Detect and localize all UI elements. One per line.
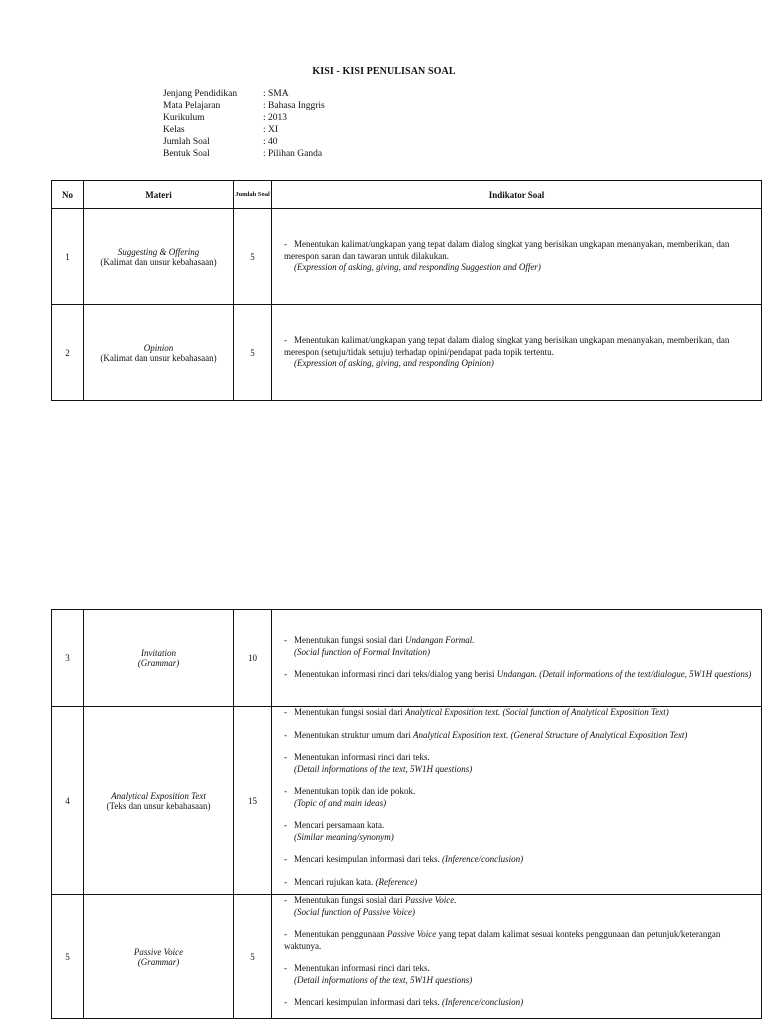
indikator-item <box>284 335 755 370</box>
meta-label: Jenjang Pendidikan <box>163 89 238 99</box>
indikator-text-italic: (Inference/conclusion) <box>441 997 524 1007</box>
indikator-text-main: Menentukan fungsi sosial dari <box>294 707 405 717</box>
indikator-item <box>284 820 755 843</box>
meta-row <box>163 112 325 124</box>
bullet-dash: - <box>284 929 287 939</box>
row-indikator <box>272 209 762 305</box>
indikator-text-main: Menentukan fungsi sosial dari <box>294 895 405 905</box>
bullet-dash: - <box>284 707 287 717</box>
indikator-text-main: Mencari rujukan kata. <box>294 876 376 887</box>
table-row <box>52 209 762 305</box>
indikator-text <box>284 929 755 952</box>
row-jumlah: 5 <box>234 305 272 401</box>
meta-value: : SMA <box>263 89 289 99</box>
indikator-text-main: Menentukan topik dan ide pokok. <box>294 786 416 796</box>
meta-value: : Pilihan Ganda <box>263 149 323 159</box>
row-materi <box>84 610 234 707</box>
indikator-text <box>284 707 755 719</box>
indikator-text-main: Menentukan fungsi sosial dari <box>294 635 405 646</box>
indikator-text-italic: Passive Voice <box>386 929 437 939</box>
row-materi <box>84 895 234 1019</box>
row-jumlah: 5 <box>234 895 272 1019</box>
indikator-text <box>284 895 755 907</box>
indikator-text <box>284 752 755 764</box>
indikator-text-main: Mencari kesimpulan informasi dari teks. <box>294 997 442 1007</box>
meta-label: Kelas <box>163 125 185 135</box>
row-materi <box>84 305 234 401</box>
indikator-english: (Detail informations of the text, 5W1H questions) <box>294 974 473 985</box>
indikator-text-italic: Analytical Exposition text. (General Structure of Analytical Exposition Text) <box>412 729 688 740</box>
row-materi <box>84 209 234 305</box>
bullet-dash: - <box>284 635 287 646</box>
meta-label: Jumlah Soal <box>163 137 210 147</box>
indikator-text-italic: (Inference/conclusion) <box>441 854 524 864</box>
meta-row <box>163 100 325 112</box>
bullet-dash: - <box>284 752 287 762</box>
indikator-text-main: Menentukan informasi rinci dari teks. <box>294 752 430 762</box>
meta-row <box>163 124 325 136</box>
materi-subtitle: (Grammar) <box>137 658 180 668</box>
materi-title: Analytical Exposition Text <box>111 790 206 801</box>
bullet-dash: - <box>284 854 287 864</box>
meta-value: : Bahasa Inggris <box>263 101 325 111</box>
meta-value: : XI <box>263 125 279 135</box>
indikator-text <box>284 786 755 798</box>
indikator-item <box>284 707 755 719</box>
materi-title: Suggesting & Offering <box>117 246 200 257</box>
header-no: No <box>52 181 84 209</box>
table-row <box>52 305 762 401</box>
bullet-dash: - <box>284 669 287 680</box>
meta-row <box>163 88 325 100</box>
indikator-item <box>284 752 755 775</box>
indikator-text-main: Menentukan kalimat/ungkapan yang tepat dalam dialog singkat yang berisikan ungkapan menanyakan, memberikan, dan merespon (setuju/tidak setuju) terhadap opini/pendapat pada topik tertentu. <box>284 335 730 357</box>
bullet-dash: - <box>284 729 287 740</box>
indikator-item <box>284 877 755 889</box>
indikator-item <box>284 635 755 658</box>
indikator-item <box>284 786 755 809</box>
indikator-text-italic: (Reference) <box>375 876 418 887</box>
meta-label: Mata Pelajaran <box>163 101 221 111</box>
bullet-dash: - <box>284 895 287 905</box>
row-number: 4 <box>52 707 84 895</box>
row-materi <box>84 707 234 895</box>
indikator-item <box>284 669 755 681</box>
indikator-item <box>284 895 755 918</box>
header-jumlah: Jumlah Soal <box>234 181 272 209</box>
materi-subtitle: (Teks dan unsur kebahasaan) <box>106 800 211 811</box>
indikator-item <box>284 730 755 742</box>
row-number: 1 <box>52 209 84 305</box>
row-indikator <box>272 610 762 707</box>
indikator-text-italic: Passive Voice. <box>404 895 457 905</box>
indikator-english: (Topic of and main ideas) <box>294 797 387 808</box>
materi-subtitle: (Kalimat dan unsur kebahasaan) <box>100 352 217 363</box>
indikator-text <box>284 997 755 1009</box>
row-indikator <box>272 895 762 1019</box>
indikator-text <box>284 877 755 889</box>
indikator-item <box>284 239 755 274</box>
indikator-text-main: Menentukan penggunaan <box>294 929 387 939</box>
bullet-dash: - <box>284 786 287 796</box>
row-indikator <box>272 707 762 895</box>
indikator-text-main: Menentukan informasi rinci dari teks/dialog yang berisi <box>294 669 497 680</box>
bullet-dash: - <box>284 335 287 346</box>
indikator-text <box>284 730 755 742</box>
row-number: 3 <box>52 610 84 707</box>
table-part-2 <box>51 609 762 1019</box>
row-jumlah: 5 <box>234 209 272 305</box>
indikator-text-italic: Undangan. (Detail informations of the text/dialogue, 5W1H questions) <box>496 669 752 680</box>
bullet-dash: - <box>284 820 287 830</box>
row-indikator <box>272 305 762 401</box>
indikator-english: (Expression of asking, giving, and responding Opinion) <box>294 358 494 369</box>
indikator-text-italic: Undangan Formal. <box>404 635 475 646</box>
meta-value: : 40 <box>263 137 278 147</box>
indikator-item <box>284 854 755 866</box>
table-row <box>52 895 762 1019</box>
bullet-dash: - <box>284 239 287 250</box>
indikator-text <box>284 963 755 975</box>
indikator-item <box>284 997 755 1009</box>
indikator-text <box>284 669 755 681</box>
table-header-row <box>52 181 762 209</box>
bullet-dash: - <box>284 963 287 973</box>
row-number: 2 <box>52 305 84 401</box>
indikator-text <box>284 239 755 262</box>
table-row <box>52 707 762 895</box>
indikator-text-main: Mencari kesimpulan informasi dari teks. <box>294 854 442 864</box>
table-part-1 <box>51 180 762 401</box>
bullet-dash: - <box>284 876 287 887</box>
document-title: KISI - KISI PENULISAN SOAL <box>312 66 456 77</box>
indikator-item <box>284 929 755 952</box>
indikator-english: (Social function of Passive Voice) <box>294 906 415 917</box>
indikator-english: (Social function of Formal Invitation) <box>294 646 430 657</box>
indikator-text-main: Menentukan struktur umum dari <box>294 729 413 740</box>
indikator-text-rest: yang tepat dalam kalimat sesuai konteks penggunaan dan petunjuk/keterangan waktunya. <box>284 929 721 951</box>
materi-title: Passive Voice <box>133 946 184 957</box>
meta-value: : 2013 <box>263 113 288 123</box>
indikator-text <box>284 820 755 832</box>
header-indikator: Indikator Soal <box>272 181 762 209</box>
row-number: 5 <box>52 895 84 1019</box>
row-jumlah: 10 <box>234 610 272 707</box>
header-materi: Materi <box>84 181 234 209</box>
materi-subtitle: (Kalimat dan unsur kebahasaan) <box>100 256 217 267</box>
meta-row <box>163 148 325 160</box>
indikator-text <box>284 635 755 647</box>
meta-label: Bentuk Soal <box>163 149 210 159</box>
materi-subtitle: (Grammar) <box>137 956 180 967</box>
row-jumlah: 15 <box>234 707 272 895</box>
indikator-item <box>284 963 755 986</box>
indikator-text-main: Menentukan kalimat/ungkapan yang tepat dalam dialog singkat yang berisikan ungkapan menanyakan, memberikan, dan merespon saran dan tawaran untuk dilakukan. <box>284 239 730 261</box>
indikator-text <box>284 854 755 866</box>
indikator-english: (Detail informations of the text, 5W1H questions) <box>294 763 473 774</box>
meta-row <box>163 136 325 148</box>
indikator-text-main: Mencari persamaan kata. <box>294 820 385 830</box>
meta-label: Kurikulum <box>163 113 205 123</box>
indikator-text <box>284 335 755 358</box>
materi-title: Invitation <box>141 648 176 658</box>
table-row <box>52 610 762 707</box>
indikator-text-italic: Analytical Exposition text. (Social function of Analytical Exposition Text) <box>404 707 669 717</box>
indikator-text-main: Menentukan informasi rinci dari teks. <box>294 963 430 973</box>
document-meta <box>163 88 325 160</box>
bullet-dash: - <box>284 997 287 1007</box>
materi-title: Opinion <box>143 342 174 353</box>
indikator-english: (Similar meaning/synonym) <box>294 831 394 842</box>
indikator-english: (Expression of asking, giving, and responding Suggestion and Offer) <box>294 262 541 273</box>
